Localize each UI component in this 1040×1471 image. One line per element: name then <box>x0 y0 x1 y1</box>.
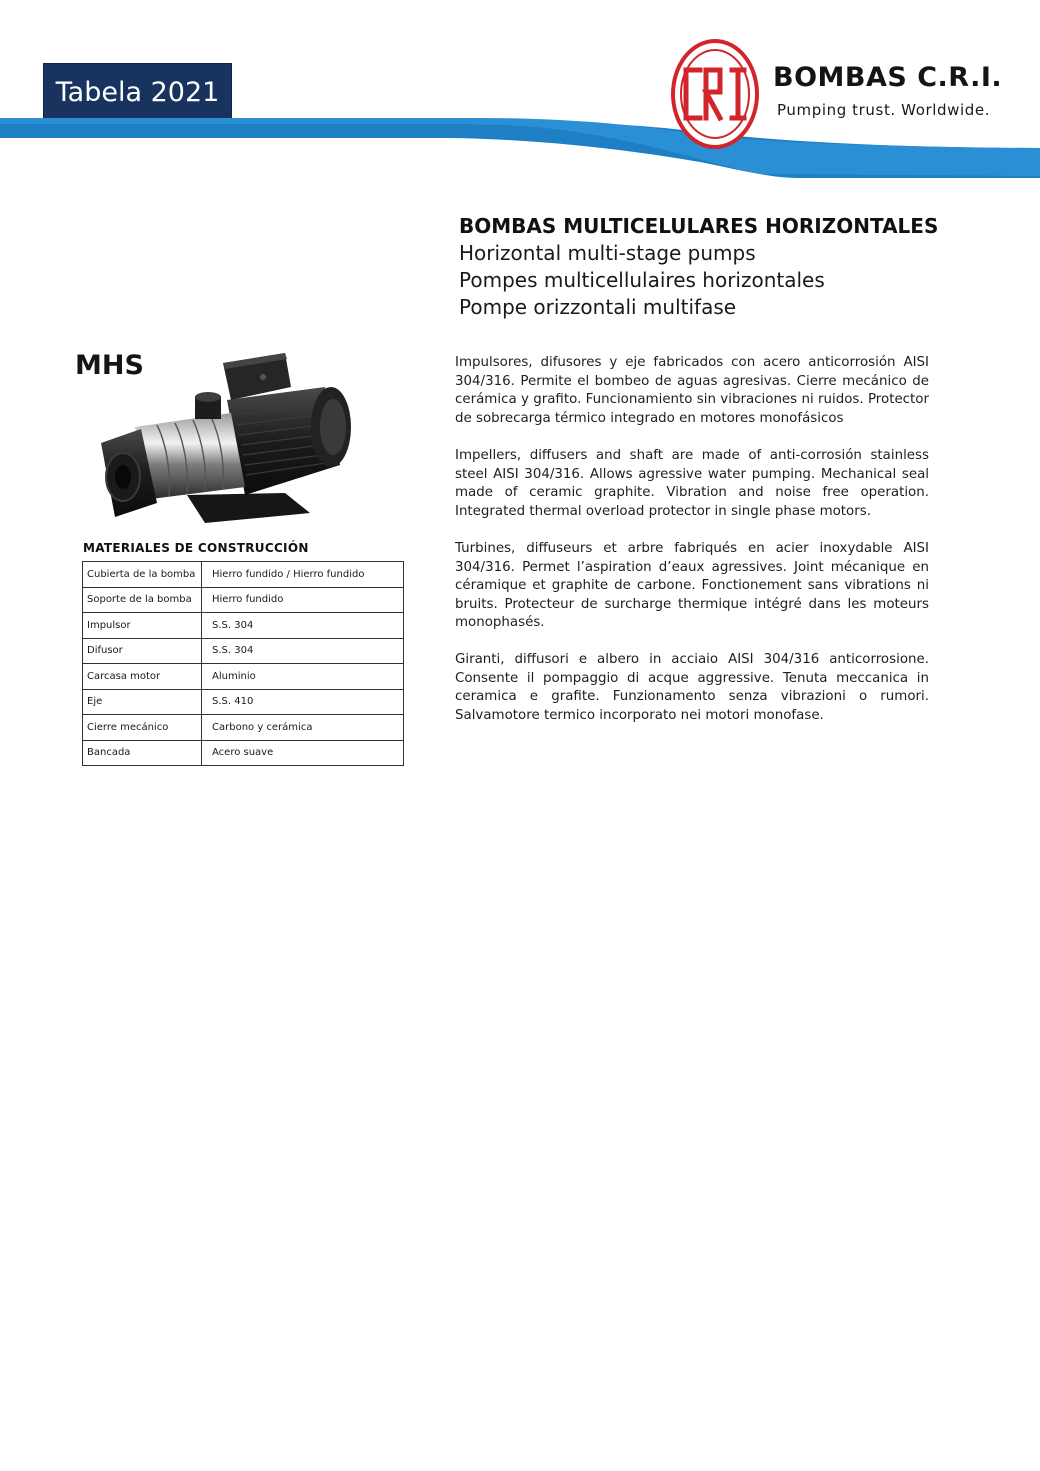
material-part: Soporte de la bomba <box>83 587 202 613</box>
title-spanish: BOMBAS MULTICELULARES HORIZONTALES <box>459 214 939 238</box>
header-band <box>0 118 1040 180</box>
material-value: Carbono y cerámica <box>202 715 404 741</box>
brand-name: BOMBAS C.R.I. <box>773 62 1003 93</box>
materials-heading: MATERIALES DE CONSTRUCCIÓN <box>83 541 309 555</box>
table-row <box>83 689 404 715</box>
material-part: Carcasa motor <box>83 664 202 690</box>
material-part: Impulsor <box>83 613 202 639</box>
brand-tagline: Pumping trust. Worldwide. <box>777 101 991 119</box>
materials-table <box>82 561 404 766</box>
table-row <box>83 562 404 588</box>
material-part: Difusor <box>83 638 202 664</box>
cri-logo <box>670 38 760 150</box>
material-value: Hierro fundido / Hierro fundido <box>202 562 404 588</box>
table-row <box>83 740 404 766</box>
material-part: Cierre mecánico <box>83 715 202 741</box>
description-english: Impellers, diffusers and shaft are made of anti-corrosión stainless steel AISI 304/316. Allows agressive water pumping. Mechanical seal made of ceramic graphite. Vibration and noise free operation. Integrated thermal overload protector in single phase motors. <box>455 448 929 519</box>
material-part: Cubierta de la bomba <box>83 562 202 588</box>
material-value: S.S. 304 <box>202 638 404 664</box>
material-value: S.S. 410 <box>202 689 404 715</box>
material-value: Hierro fundido <box>202 587 404 613</box>
table-row <box>83 638 404 664</box>
description-italian: Giranti, diffusori e albero in acciaio AISI 304/316 anticorrosione. Consente il pompaggio di acque aggressive. Tenuta meccanica in ceramica e grafite. Funzionamento senza vibrazioni o rumori. Salvamotore termico incorporato nei motori monofase. <box>455 652 929 723</box>
table-row <box>83 613 404 639</box>
description-french: Turbines, diffuseurs et arbre fabriqués en acier inoxydable AISI 304/316. Permet l’aspiration d’eaux agressives. Joint mécanique en céramique et graphite de carbone. Fonctionement sans vibrations ni bruits. Protecteur de surcharge thermique intégré dans les moteurs monophasés. <box>455 541 929 630</box>
material-value: Acero suave <box>202 740 404 766</box>
material-value: Aluminio <box>202 664 404 690</box>
table-row <box>83 715 404 741</box>
title-italian: Pompe orizzontali multifase <box>459 295 737 319</box>
material-part: Eje <box>83 689 202 715</box>
horizontal-multistage-pump-icon <box>95 345 360 530</box>
title-french: Pompes multicellulaires horizontales <box>459 268 825 292</box>
year-badge: Tabela 2021 <box>43 63 232 121</box>
table-row <box>83 587 404 613</box>
material-part: Bancada <box>83 740 202 766</box>
title-english: Horizontal multi-stage pumps <box>459 241 756 265</box>
material-value: S.S. 304 <box>202 613 404 639</box>
description-spanish: Impulsores, difusores y eje fabricados con acero anticorrosión AISI 304/316. Permite el bombeo de aguas agresivas. Cierre mecánico de cerámica y grafito. Funcionamiento sin vibraciones ni ruidos. Protector de sobrecarga térmico integrado en motores monofásicos <box>455 355 929 426</box>
model-name: MHS <box>75 350 144 381</box>
table-row <box>83 664 404 690</box>
